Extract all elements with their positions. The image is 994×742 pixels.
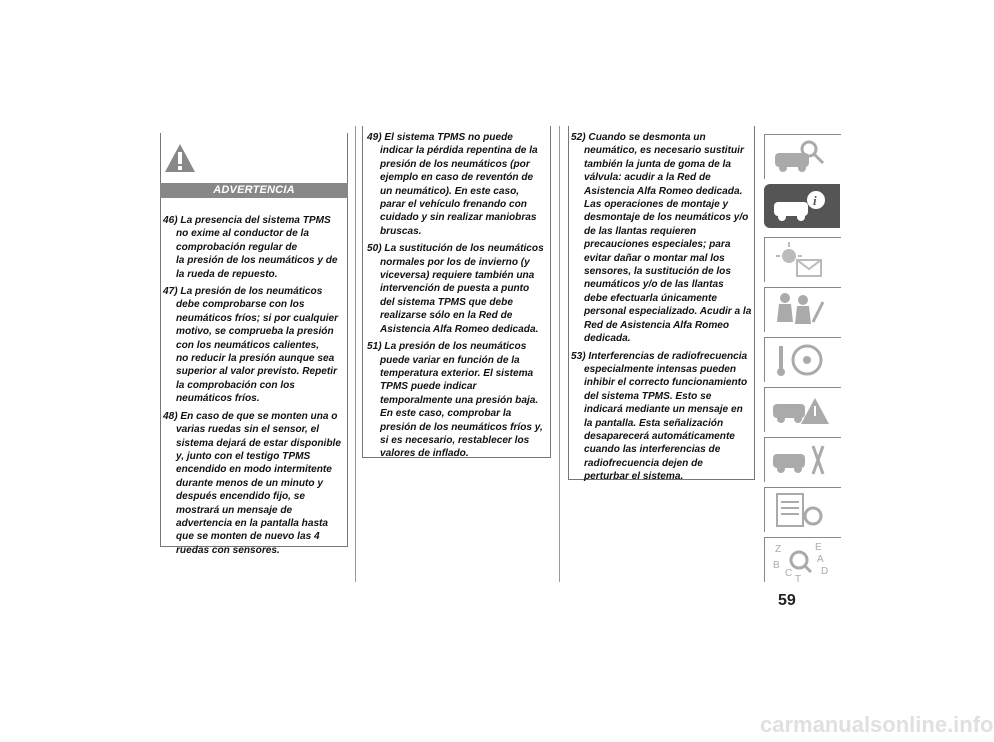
column-divider [559, 126, 560, 582]
list-item: 53) Interferencias de radiofrecuencia especialmente intensas pueden inhibir el correcto funcionamiento del sistema TPMS. Esto se indicará mediante un mensaje en la pantalla. Esta señalización desaparecerá automáticamente cuando las interferencias de radiofrecuencia dejen de perturbar el sistema. [571, 350, 748, 483]
car-info-icon [770, 188, 830, 224]
steering-wheel-icon [771, 342, 831, 378]
list-item: 52) Cuando se desmonta un neumático, es necesario sustituir también la junta de goma de la válvula: acudir a la Red de Asistencia Alfa Romeo dedicada. Las operaciones de montaje y desmontaje de los neumáticos y/o de las llantas requieren precauciones especiales; para evitar dañar o montar mal los sensores, la sustitución de los neumáticos y/o de las llantas debe efectuarla únicamente personal especializado. Acudir a la Red de Asistencia Alfa Romeo dedicada. [571, 132, 752, 345]
index-alphabet-icon [771, 542, 831, 585]
nav-airbag-seat[interactable] [764, 287, 841, 332]
nav-car-info[interactable] [764, 184, 840, 228]
nav-index[interactable] [764, 537, 841, 585]
col2-list [367, 131, 551, 465]
list-item: 50) La sustitución de los neumáticos normales por los de invierno (y viceversa) requiere también una intervención de puesta a punto del sistema TPMS que debe realizarse sólo en la Red de Asistencia Alfa Romeo dedicada. [367, 243, 544, 335]
svg-text:i: i [813, 193, 817, 208]
car-service-icon [771, 442, 831, 478]
svg-text:T: T [795, 574, 802, 585]
car-search-icon [771, 139, 827, 175]
list-item: 49) El sistema TPMS no puede indicar la pérdida repentina de la presión de los neumáticos (por ejemplo en caso de reventón de un neumático). En este caso, parar el vehículo frenando con cuidado y sin realizar maniobras bruscas. [367, 132, 538, 237]
page-number: 59 [778, 592, 796, 609]
col1-list [163, 214, 347, 561]
svg-text:C: C [785, 568, 793, 579]
svg-text:D: D [821, 566, 829, 577]
nav-car-search[interactable] [764, 134, 841, 179]
warning-triangle-icon [163, 142, 197, 179]
nav-steering[interactable] [764, 337, 841, 382]
nav-warning-lights[interactable] [764, 237, 841, 282]
list-item: 48) En caso de que se monten una o varias ruedas sin el sensor, el sistema dejará de estar disponible y, junto con el testigo TPMS encendido en modo intermitente durante menos de un minuto y después encendido fijo, se mostrará un mensaje de advertencia en la pantalla hasta que se monten de nuevo las 4 ruedas con sensores. [163, 410, 341, 556]
warning-title: ADVERTENCIA [160, 183, 348, 198]
footer-watermark: carmanualsonline.info [760, 712, 994, 737]
list-item: 46) La presencia del sistema TPMS no exime al conductor de la comprobación regular de la presión de los neumáticos y de la rueda de repuesto. [163, 215, 338, 280]
list-item: 47) La presión de los neumáticos debe comprobarse con los neumáticos fríos; si por cualquier motivo, se comprueba la presión con los neumáticos calientes, no reducir la presión aunque sea superior al valor previsto. Repetir la comprobación con los neumáticos fríos. [163, 286, 339, 405]
car-emergency-icon [771, 392, 831, 428]
svg-text:Z: Z [775, 544, 782, 555]
svg-text:B: B [773, 560, 780, 571]
nav-emergency[interactable] [764, 387, 841, 432]
nav-specs[interactable] [764, 487, 841, 532]
nav-service[interactable] [764, 437, 841, 482]
warning-lights-icon [771, 242, 831, 278]
list-item: 51) La presión de los neumáticos puede variar en función de la temperatura exterior. El sistema TPMS puede indicar temporalmente una presión baja. En este caso, comprobar la presión de los neumáticos fríos y, si es necesario, restablecer los valores de inflado. [367, 341, 543, 460]
specs-list-icon [771, 492, 831, 528]
svg-text:A: A [817, 554, 824, 565]
col3-list [571, 131, 755, 488]
svg-text:E: E [815, 542, 822, 553]
airbag-seat-icon [771, 292, 831, 328]
column-divider [355, 126, 356, 582]
